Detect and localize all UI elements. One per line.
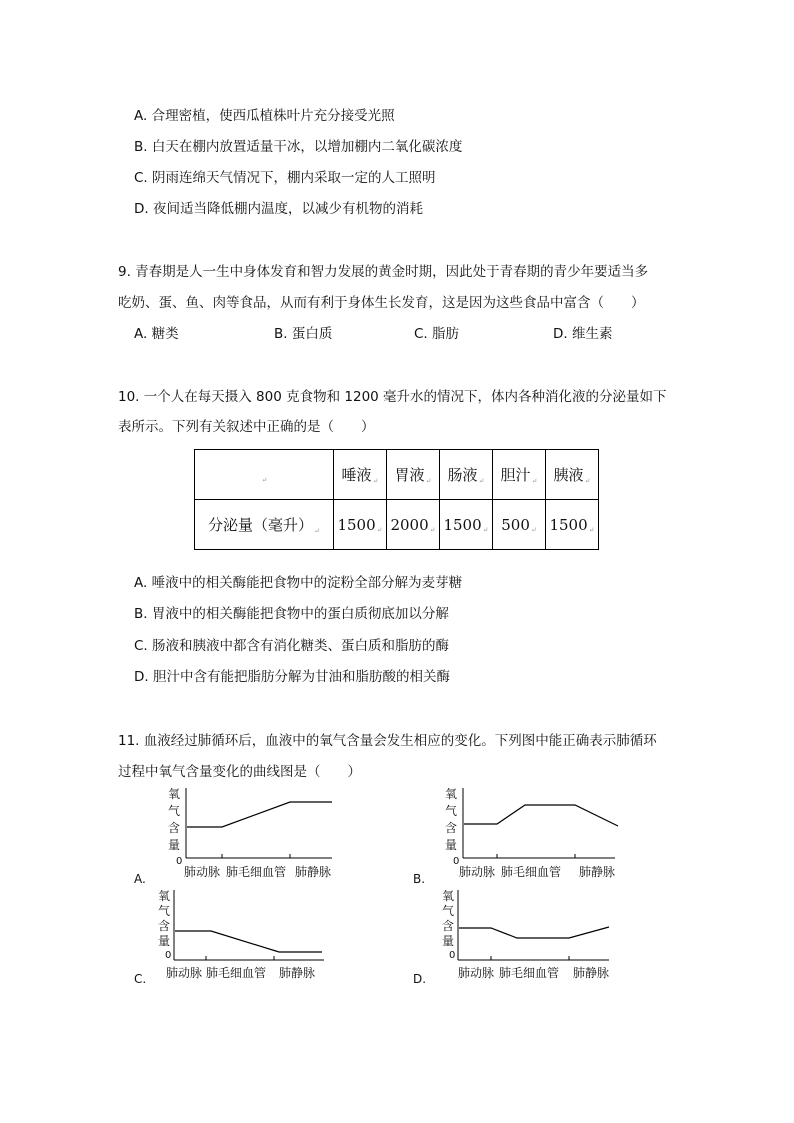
q10-option-b: B. 胃液中的相关酶能把食物中的蛋白质彻底加以分解 xyxy=(134,606,449,622)
q9-option-a: A. 糖类 xyxy=(134,326,179,342)
table-cell: 2000↵ xyxy=(387,500,440,550)
table-header-cell: 胰液↵ xyxy=(546,450,599,500)
graph-b-ylabel: 氧 气 含 量 xyxy=(445,787,458,852)
table-row-label: 分泌量（毫升）↵ xyxy=(195,500,334,550)
table-cell: 1500↵ xyxy=(334,500,387,550)
graph-c-letter: C. xyxy=(134,972,147,986)
graph-d-xlabel-artery: 肺动脉 xyxy=(458,966,495,980)
graph-b xyxy=(413,786,623,886)
q8-option-d: D. 夜间适当降低棚内温度，以减少有机物的消耗 xyxy=(134,201,423,217)
table-cell: 1500↵ xyxy=(440,500,493,550)
q11-stem-line2: 过程中氧气含量变化的曲线图是（ ） xyxy=(118,764,361,780)
graph-a-origin: 0 xyxy=(176,856,183,867)
graph-a-xlabel-artery: 肺动脉 xyxy=(184,865,221,879)
q9-stem-line1: 9. 青春期是人一生中身体发育和智力发展的黄金时期，因此处于青春期的青少年要适当多 xyxy=(118,264,649,280)
graph-c-xlabel-capillary: 肺毛细血管 xyxy=(206,966,267,980)
q8-option-b: B. 白天在棚内放置适量干冰，以增加棚内二氧化碳浓度 xyxy=(134,139,463,155)
graph-b-xlabel-capillary: 肺毛细血管 xyxy=(501,865,562,879)
table-cell: 500↵ xyxy=(493,500,546,550)
q10-stem-line1: 10. 一个人在每天摄入 800 克食物和 1200 毫升水的情况下，体内各种消化液的分泌量如下 xyxy=(118,389,667,405)
graph-a-ylabel: 氧 气 含 量 xyxy=(168,787,181,852)
graph-c-xlabel-artery: 肺动脉 xyxy=(166,966,203,980)
graph-d-origin: 0 xyxy=(449,950,456,961)
graph-c-xlabel-vein: 肺静脉 xyxy=(279,966,316,980)
table-header-cell: 胃液↵ xyxy=(387,450,440,500)
q11-stem-line1: 11. 血液经过肺循环后，血液中的氧气含量会发生相应的变化。下列图中能正确表示肺循环 xyxy=(118,733,657,749)
graph-c-origin: 0 xyxy=(165,950,172,961)
graph-b-xlabel-vein: 肺静脉 xyxy=(579,865,616,879)
q10-option-d: D. 胆汁中含有能把脂肪分解为甘油和脂肪酸的相关酶 xyxy=(134,669,450,685)
table-header-cell: 胆汁↵ xyxy=(493,450,546,500)
graph-b-letter: B. xyxy=(413,872,426,886)
table-corner-cell: ↵ xyxy=(195,450,334,500)
graph-d xyxy=(413,886,623,986)
graph-a-letter: A. xyxy=(134,872,146,886)
graph-a xyxy=(134,786,344,886)
graph-d-xlabel-capillary: 肺毛细血管 xyxy=(499,966,560,980)
q9-option-b: B. 蛋白质 xyxy=(274,326,333,342)
graph-c xyxy=(134,886,344,986)
q9-option-d: D. 维生素 xyxy=(553,326,613,342)
table-cell: 1500↵ xyxy=(546,500,599,550)
table-header-cell: 肠液↵ xyxy=(440,450,493,500)
q10-stem-line2: 表所示。下列有关叙述中正确的是（ ） xyxy=(118,419,375,435)
q9-option-c: C. 脂肪 xyxy=(414,326,460,342)
graph-b-origin: 0 xyxy=(453,856,460,867)
graph-a-xlabel-vein: 肺静脉 xyxy=(295,865,332,879)
graph-d-xlabel-vein: 肺静脉 xyxy=(573,966,610,980)
graph-d-letter: D. xyxy=(413,972,427,986)
q8-option-a: A. 合理密植，使西瓜植株叶片充分接受光照 xyxy=(134,108,395,124)
graph-b-xlabel-artery: 肺动脉 xyxy=(459,865,496,879)
q10-option-c: C. 肠液和胰液中都含有消化糖类、蛋白质和脂肪的酶 xyxy=(134,638,450,654)
graph-c-ylabel: 氧 气 含 量 xyxy=(158,889,171,948)
graph-d-ylabel: 氧 气 含 量 xyxy=(442,889,455,948)
graph-a-xlabel-capillary: 肺毛细血管 xyxy=(226,865,287,879)
q8-option-c: C. 阴雨连绵天气情况下，棚内采取一定的人工照明 xyxy=(134,170,436,186)
table-header-cell: 唾液↵ xyxy=(334,450,387,500)
secretion-table xyxy=(194,449,599,550)
q10-option-a: A. 唾液中的相关酶能把食物中的淀粉全部分解为麦芽糖 xyxy=(134,575,463,591)
q9-stem-line2: 吃奶、蛋、鱼、肉等食品，从而有利于身体生长发育，这是因为这些食品中富含（ ） xyxy=(118,295,645,311)
q9-options xyxy=(0,322,794,340)
